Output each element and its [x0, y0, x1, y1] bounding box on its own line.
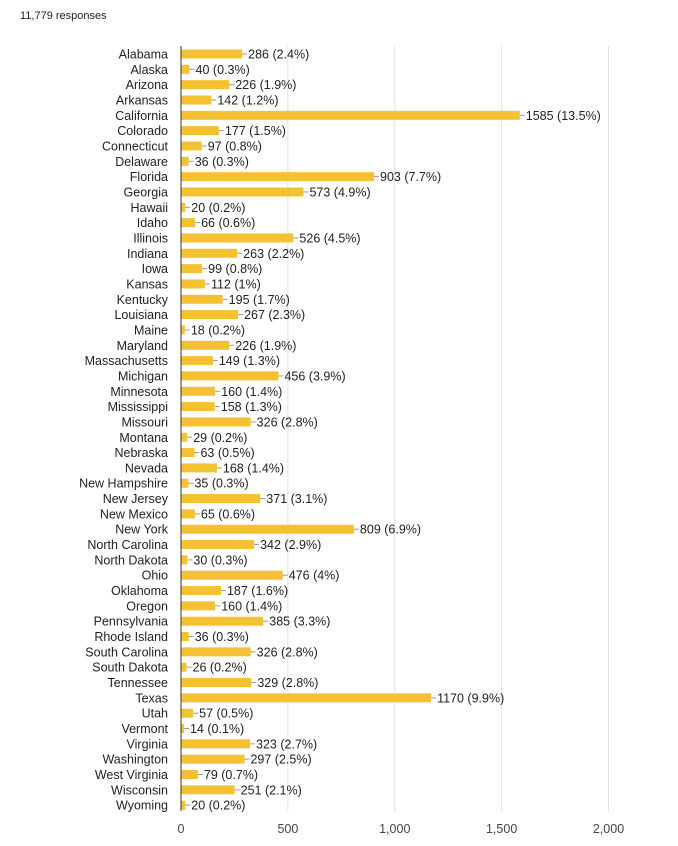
bar [181, 203, 185, 212]
bar [181, 341, 229, 350]
bar [181, 463, 217, 472]
bar [181, 218, 195, 227]
value-label: 160 (1.4%) [221, 384, 283, 399]
bar [181, 448, 194, 457]
category-label: Colorado [117, 124, 168, 139]
category-label: Rhode Island [94, 630, 168, 645]
value-label: 26 (0.2%) [192, 660, 247, 675]
bar [181, 755, 244, 764]
bar [181, 172, 374, 181]
bar [181, 95, 211, 104]
category-label: Tennessee [107, 676, 168, 691]
category-label: New Jersey [102, 492, 168, 507]
x-tick-label: 1,500 [485, 822, 518, 836]
category-label: Mississippi [107, 400, 168, 415]
value-label: 323 (2.7%) [256, 737, 318, 752]
bar [181, 264, 202, 273]
value-label: 160 (1.4%) [221, 599, 283, 614]
value-label: 177 (1.5%) [224, 124, 286, 139]
value-label: 20 (0.2%) [191, 798, 246, 813]
category-label: Nevada [124, 461, 168, 476]
value-label: 168 (1.4%) [222, 461, 285, 476]
bar [181, 65, 190, 74]
value-label: 63 (0.5%) [200, 446, 255, 461]
value-label: 326 (2.8%) [256, 415, 318, 430]
category-label: South Carolina [85, 645, 168, 660]
bar [181, 187, 303, 196]
bar [181, 555, 187, 564]
category-label: Virginia [126, 737, 168, 752]
category-label: Minnesota [110, 384, 168, 399]
value-label: 158 (1.3%) [220, 400, 282, 415]
bar [181, 494, 260, 503]
category-label: Texas [135, 691, 168, 706]
bar [181, 663, 187, 672]
bar [181, 601, 215, 610]
bar [181, 571, 283, 580]
category-label: New Hampshire [79, 476, 168, 491]
bar [181, 632, 189, 641]
value-label: 30 (0.3%) [193, 553, 248, 568]
category-label: North Carolina [87, 538, 168, 553]
value-label: 267 (2.3%) [244, 308, 306, 323]
category-label: Iowa [141, 262, 168, 277]
category-label: Oklahoma [111, 584, 168, 599]
category-label: Michigan [117, 369, 168, 384]
response-count: 11,779 responses [20, 10, 107, 22]
category-label: Connecticut [101, 139, 168, 154]
value-label: 526 (4.5%) [299, 231, 361, 246]
bar [181, 356, 213, 365]
bar [181, 157, 189, 166]
value-label: 79 (0.7%) [203, 768, 259, 783]
bar [181, 325, 185, 334]
value-label: 57 (0.5%) [199, 706, 254, 721]
value-label: 251 (2.1%) [240, 783, 302, 798]
category-label: Nebraska [114, 446, 168, 461]
category-label: Georgia [123, 185, 168, 200]
bar [181, 249, 237, 258]
value-label: 40 (0.3%) [195, 62, 250, 77]
category-label: Missouri [121, 415, 168, 430]
bar [181, 310, 238, 319]
category-label: South Dakota [92, 660, 168, 675]
category-label: Montana [119, 430, 168, 445]
category-label: Wyoming [116, 798, 168, 813]
value-label: 326 (2.8%) [256, 645, 318, 660]
category-label: Indiana [126, 246, 168, 261]
value-label: 456 (3.9%) [284, 369, 346, 384]
value-label: 385 (3.3%) [269, 614, 331, 629]
value-label: 263 (2.2%) [243, 246, 305, 261]
category-label: Alaska [130, 62, 168, 77]
value-label: 297 (2.5%) [250, 752, 312, 767]
bar [181, 295, 223, 304]
value-label: 20 (0.2%) [191, 200, 246, 215]
category-label: Pennsylvania [93, 614, 168, 629]
bar [181, 525, 354, 534]
value-label: 371 (3.1%) [266, 492, 328, 507]
category-label: Massachusetts [84, 354, 168, 369]
bar [181, 617, 263, 626]
bar [181, 801, 185, 810]
bar [181, 80, 229, 89]
value-label: 1170 (9.9%) [437, 691, 505, 706]
value-label: 35 (0.3%) [194, 476, 249, 491]
x-tick-label: 1,000 [379, 822, 411, 836]
category-labels [79, 48, 169, 813]
category-label: Utah [141, 706, 168, 721]
x-tick-label: 2,000 [592, 822, 625, 836]
value-label: 187 (1.6%) [226, 584, 289, 599]
category-label: Kentucky [116, 292, 168, 307]
value-label: 476 (4%) [288, 568, 340, 583]
category-label: Maryland [116, 338, 168, 353]
category-label: Vermont [121, 722, 168, 737]
category-label: New Mexico [99, 507, 168, 522]
bar [181, 141, 202, 150]
x-tick-label: 500 [277, 822, 299, 836]
bar [181, 709, 193, 718]
category-label: Delaware [115, 154, 168, 169]
value-label: 149 (1.3%) [218, 354, 281, 369]
value-label: 226 (1.9%) [235, 338, 297, 353]
value-label: 195 (1.7%) [228, 292, 290, 307]
value-label: 112 (1%) [210, 277, 261, 292]
value-label: 97 (0.8%) [207, 139, 262, 154]
category-label: Washington [102, 752, 168, 767]
value-label: 65 (0.6%) [200, 507, 256, 522]
bar [181, 126, 219, 135]
bar [181, 111, 520, 120]
value-label: 573 (4.9%) [309, 185, 371, 200]
value-label: 36 (0.3%) [194, 630, 249, 645]
bar [181, 509, 195, 518]
category-label: New York [115, 522, 168, 537]
category-label: Idaho [136, 216, 168, 231]
value-label: 903 (7.7%) [380, 170, 442, 185]
category-label: Arkansas [115, 93, 168, 108]
category-label: Kansas [126, 277, 168, 292]
value-label: 342 (2.9%) [260, 538, 322, 553]
bar [181, 479, 188, 488]
category-label: Maine [133, 323, 168, 338]
bar [181, 417, 251, 426]
category-label: California [115, 108, 168, 123]
x-axis-ticks [178, 822, 625, 836]
value-label: 142 (1.2%) [217, 93, 279, 108]
category-label: Louisiana [114, 308, 168, 323]
bar [181, 586, 221, 595]
value-label: 14 (0.1%) [189, 722, 245, 737]
bar [181, 387, 215, 396]
bar [181, 678, 251, 687]
bar [181, 433, 187, 442]
x-tick-label: 0 [177, 822, 185, 836]
category-label: Illinois [133, 231, 168, 246]
value-label: 286 (2.4%) [248, 47, 310, 62]
category-label: West Virginia [94, 768, 168, 783]
category-label: Hawaii [130, 200, 168, 215]
value-label: 99 (0.8%) [208, 262, 263, 277]
value-label: 809 (6.9%) [359, 522, 422, 537]
value-label: 18 (0.2%) [190, 323, 246, 338]
category-label: North Dakota [94, 553, 168, 568]
category-label: Alabama [118, 47, 168, 62]
bar [181, 233, 293, 242]
category-label: Wisconsin [111, 783, 168, 798]
value-label: 329 (2.8%) [257, 676, 319, 691]
bar [181, 647, 251, 656]
bar [181, 50, 242, 59]
value-label: 66 (0.6%) [201, 216, 256, 231]
bar [181, 770, 198, 779]
bar [181, 402, 215, 411]
bar [181, 785, 235, 794]
value-label: 226 (1.9%) [235, 78, 297, 93]
bar [181, 739, 250, 748]
category-label: Oregon [126, 599, 168, 614]
value-label: 36 (0.3%) [194, 154, 249, 169]
category-label: Arizona [125, 78, 168, 93]
category-label: Ohio [141, 568, 168, 583]
value-label: 1585 (13.5%) [525, 108, 601, 123]
bar [181, 693, 431, 702]
bar [181, 371, 278, 380]
category-label: Florida [129, 170, 168, 185]
value-label: 29 (0.2%) [193, 430, 248, 445]
bar [181, 540, 254, 549]
bar [181, 279, 205, 288]
